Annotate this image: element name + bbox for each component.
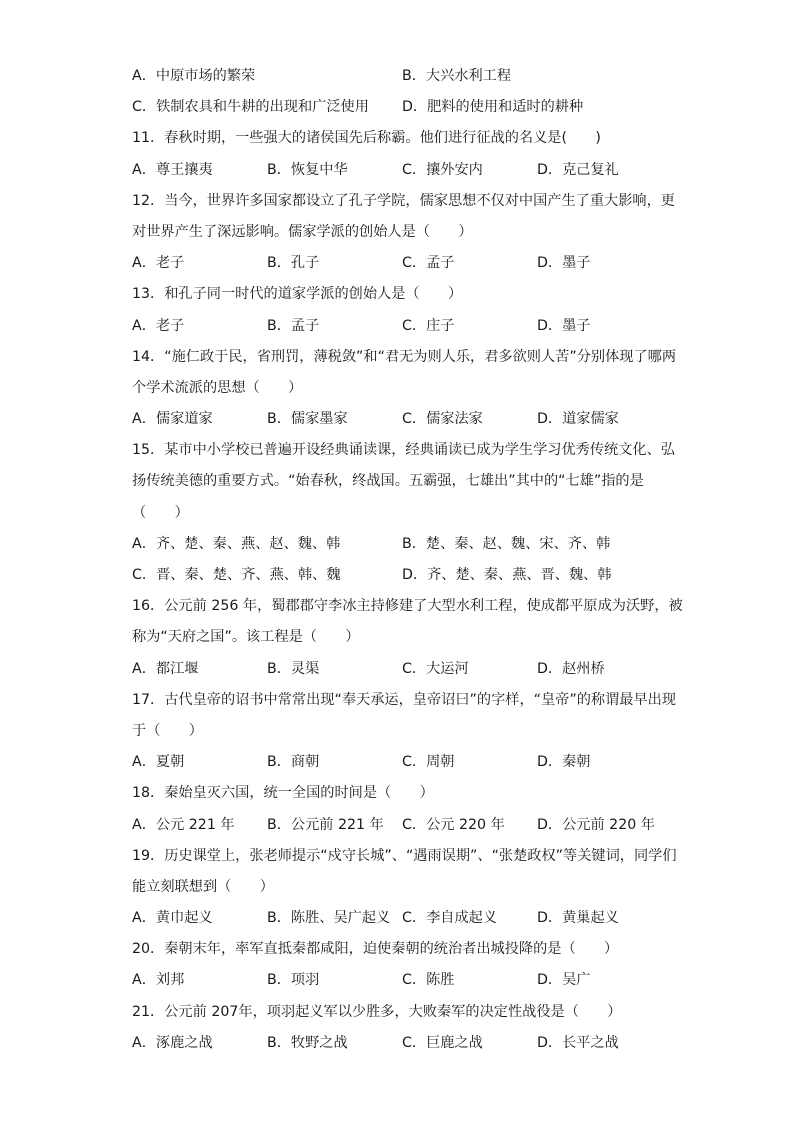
answer-option: A．老子 [132, 255, 185, 272]
answer-option: D．赵州桥 [537, 660, 605, 677]
question-text-line: 11．春秋时期，一些强大的诸侯国先后称霸。他们进行征战的名义是( ) [132, 130, 601, 147]
answer-option: C．公元 220 年 [402, 816, 505, 833]
question-text-line: 扬传统美德的重要方式。“始春秋，终战国。五霸强，七雄出”其中的“七雄”指的是 [132, 473, 644, 490]
answer-option: D．吴广 [537, 972, 591, 989]
question-text-line: 14．“施仁政于民，省刑罚，薄税敛”和“君无为则人乐，君多欲则人苦”分别体现了哪两 [132, 348, 677, 365]
answer-options-row [132, 965, 672, 996]
question-text-line: 19．历史课堂上，张老师提示“戍守长城”、“遇雨误期”、“张楚政权”等关键词，同学们 [132, 847, 677, 864]
answer-option: A．老子 [132, 317, 185, 334]
answer-option: A．涿鹿之战 [132, 1034, 213, 1051]
question-text-line: 15．某市中小学校已普遍开设经典诵读课，经典诵读已成为学生学习优秀传统文化、弘 [132, 442, 675, 459]
answer-option: B．陈胜、吴广起义 [267, 910, 391, 927]
answer-option: A．齐、楚、秦、燕、赵、魏、韩 [132, 535, 341, 552]
answer-options-row [132, 404, 672, 435]
answer-option: A．夏朝 [132, 754, 185, 771]
question-text-line: 于（ ） [132, 722, 203, 739]
answer-option: D．墨子 [537, 317, 591, 334]
answer-option: B．儒家墨家 [267, 411, 348, 428]
answer-option: D．黄巢起义 [537, 910, 619, 927]
answer-options-row [132, 1028, 672, 1059]
question-text-line: 13．和孔子同一时代的道家学派的创始人是（ ） [132, 286, 463, 303]
answer-option: A．黄巾起义 [132, 910, 213, 927]
question-list [132, 61, 683, 1059]
answer-options-row [132, 747, 672, 778]
answer-option: B．灵渠 [267, 660, 320, 677]
answer-options-row [132, 529, 672, 560]
answer-option: C．晋、秦、楚、齐、燕、韩、魏 [132, 567, 341, 583]
answer-option: D．肥料的使用和适时的耕种 [402, 99, 584, 116]
answer-option: C．周朝 [402, 754, 455, 771]
answer-option: A．刘邦 [132, 972, 185, 989]
question-text-line: 对世界产生了深远影响。儒家学派的创始人是（ ） [132, 223, 473, 240]
answer-options-row [132, 903, 672, 934]
answer-options-row [132, 92, 672, 123]
answer-options-row [132, 654, 672, 685]
question-text-line: 能立刻联想到（ ） [132, 878, 274, 895]
answer-option: A．儒家道家 [132, 411, 213, 428]
question-text-line: 称为“天府之国”。该工程是（ ） [132, 629, 360, 646]
answer-options-row [132, 560, 672, 591]
answer-option: D．墨子 [537, 255, 591, 272]
answer-option: C．大运河 [402, 660, 469, 677]
answer-option: D．秦朝 [537, 754, 591, 771]
answer-option: A．尊王攘夷 [132, 161, 213, 178]
answer-option: D．齐、楚、秦、燕、晋、魏、韩 [402, 567, 612, 583]
answer-option: D．公元前 220 年 [537, 816, 655, 833]
question-text-line: 20．秦朝末年，率军直抵秦都咸阳，迫使秦朝的统治者出城投降的是（ ） [132, 941, 619, 958]
answer-option: B．恢复中华 [267, 161, 348, 178]
answer-option: C．儒家法家 [402, 411, 483, 428]
answer-option: B．商朝 [267, 754, 320, 771]
answer-option: C．铁制农具和牛耕的出现和广泛使用 [132, 99, 369, 116]
answer-options-row [132, 61, 672, 92]
answer-option: C．陈胜 [402, 972, 455, 989]
answer-option: B．楚、秦、赵、魏、宋、齐、韩 [402, 535, 611, 552]
answer-option: A．中原市场的繁荣 [132, 68, 256, 84]
answer-options-row [132, 810, 672, 841]
answer-option: A．公元 221 年 [132, 816, 235, 833]
answer-option: B．牧野之战 [267, 1034, 348, 1051]
answer-option: D．长平之战 [537, 1034, 619, 1051]
answer-option: D．克己复礼 [537, 161, 619, 178]
question-text-line: 个学术流派的思想（ ） [132, 379, 303, 396]
answer-option: C．孟子 [402, 255, 455, 272]
question-text-line: 16．公元前 256 年，蜀郡郡守李冰主持修建了大型水利工程，使成都平原成为沃野，被 [132, 598, 683, 615]
answer-option: B．孔子 [267, 255, 320, 272]
question-text-line: 18．秦始皇灭六国，统一全国的时间是（ ） [132, 785, 434, 802]
answer-option: B．项羽 [267, 972, 320, 989]
answer-options-row [132, 311, 672, 342]
answer-option: B．公元前 221 年 [267, 816, 384, 833]
question-text-line: 12．当今，世界许多国家都设立了孔子学院，儒家思想不仅对中国产生了重大影响，更 [132, 192, 675, 209]
answer-options-row [132, 155, 672, 186]
answer-option: C．李自成起义 [402, 910, 498, 927]
answer-option: C．巨鹿之战 [402, 1034, 483, 1051]
answer-option: A．都江堰 [132, 660, 199, 677]
answer-option: D．道家儒家 [537, 411, 619, 428]
question-text-line: （ ） [132, 504, 189, 521]
answer-option: B．大兴水利工程 [402, 68, 512, 84]
answer-option: C．攘外安内 [402, 161, 483, 178]
answer-option: B．孟子 [267, 317, 320, 334]
answer-option: C．庄子 [402, 317, 455, 334]
question-text-line: 17．古代皇帝的诏书中常常出现“奉天承运，皇帝诏曰”的字样，“皇帝”的称谓最早出现 [132, 691, 677, 708]
question-text-line: 21．公元前 207年，项羽起义军以少胜多，大败秦军的决定性战役是（ ） [132, 1003, 622, 1020]
answer-options-row [132, 248, 672, 279]
